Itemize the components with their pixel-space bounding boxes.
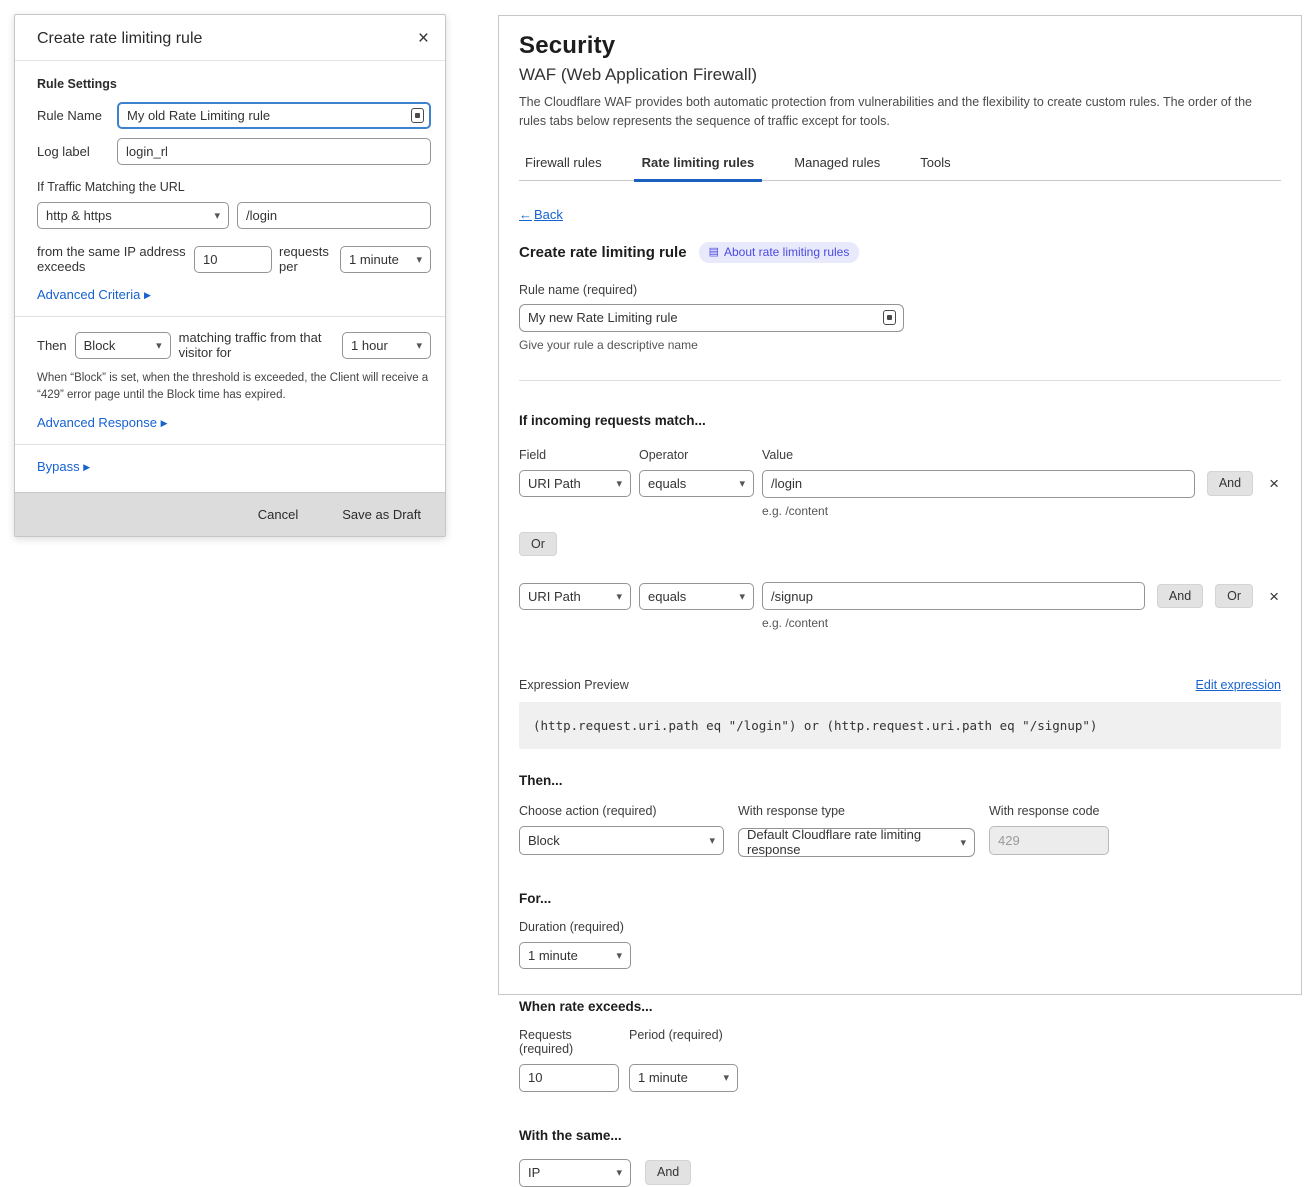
- field-select[interactable]: URI Path ▾: [519, 470, 631, 497]
- operator-label: Operator: [639, 447, 689, 462]
- chevron-down-icon: ▾: [416, 253, 422, 266]
- value-hint: e.g. /content: [762, 616, 829, 630]
- rule-name-label: Rule name (required): [519, 282, 638, 297]
- action-select[interactable]: [75, 332, 171, 359]
- match-heading: If incoming requests match...: [519, 412, 706, 428]
- dialog-title: Create rate limiting rule: [37, 29, 203, 47]
- per-text: requests per: [278, 244, 329, 274]
- threshold-row: [37, 244, 431, 274]
- chevron-down-icon: ▾: [739, 590, 745, 603]
- remove-condition-icon[interactable]: ×: [1269, 474, 1279, 493]
- period-select-value: 1 minute: [349, 251, 399, 267]
- chevron-down-icon: ▾: [739, 478, 745, 490]
- response-code-label: With response code: [989, 804, 1100, 818]
- close-icon[interactable]: ×: [417, 28, 429, 49]
- operator-select[interactable]: equals ▾: [639, 583, 754, 610]
- and-button[interactable]: And: [1207, 471, 1253, 496]
- url-match-row: [37, 202, 431, 229]
- page-subtitle: WAF (Web Application Firewall): [519, 65, 758, 84]
- value-input[interactable]: [762, 582, 1145, 610]
- remove-condition-icon[interactable]: ×: [1269, 586, 1279, 606]
- edit-expression-link[interactable]: Edit expression: [1195, 678, 1281, 692]
- back-arrow-icon: ←: [519, 206, 532, 222]
- create-rule-heading: Create rate limiting rule: [519, 243, 687, 261]
- action-select-value: Block: [83, 337, 116, 353]
- rule-name-input[interactable]: [519, 304, 904, 332]
- duration-select[interactable]: 1 minute ▾: [519, 942, 631, 969]
- block-note: When “Block” is set, when the threshold is exceeded, the Client will receive a “429” error page until the Block time has expired.: [37, 372, 429, 401]
- chevron-down-icon: ▾: [616, 478, 622, 490]
- then-section: [15, 316, 445, 444]
- duration-label: Duration (required): [519, 919, 624, 934]
- security-waf-panel: [498, 15, 1302, 1180]
- exceeds-text: from the same IP address exceeds: [37, 244, 186, 274]
- response-type-label: With response type: [738, 804, 845, 818]
- page-description: The Cloudflare WAF provides both automatic protection from vulnerabilities and the flexibility to create custom rules. The order of the rules tabs below represents the sequence of traffic except for tools.: [519, 95, 1252, 128]
- tab-managed-rules[interactable]: Managed rules: [794, 154, 881, 170]
- and-button[interactable]: And: [1157, 584, 1203, 609]
- rule-name-input[interactable]: [117, 102, 431, 129]
- dialog-footer: [15, 492, 445, 536]
- cancel-button[interactable]: Cancel: [257, 507, 299, 523]
- matching-text: matching traffic from that visitor for: [178, 330, 322, 360]
- save-as-draft-button[interactable]: Save as Draft: [342, 507, 421, 523]
- field-select[interactable]: URI Path ▾: [519, 583, 631, 610]
- autofill-icon[interactable]: [883, 310, 896, 325]
- advanced-criteria-link[interactable]: Advanced Criteria ▶: [37, 287, 151, 302]
- rule-settings-heading: Rule Settings: [37, 77, 117, 91]
- chevron-down-icon: ▾: [214, 210, 220, 222]
- autofill-icon[interactable]: [411, 108, 424, 123]
- advanced-response-link[interactable]: Advanced Response ▶: [37, 415, 168, 431]
- expression-preview: (http.request.uri.path eq "/login") or (http.request.uri.path eq "/signup"): [519, 702, 1281, 749]
- chevron-down-icon: ▾: [960, 836, 966, 849]
- caret-right-icon: ▶: [160, 418, 168, 429]
- doc-icon: ▤: [708, 246, 719, 258]
- response-type-select[interactable]: Default Cloudflare rate limiting response ▾: [738, 828, 975, 857]
- rule-name-label: Rule Name: [37, 108, 103, 123]
- dialog-header: [15, 15, 445, 61]
- caret-right-icon: ▶: [83, 462, 91, 473]
- operator-select[interactable]: equals ▾: [639, 470, 754, 497]
- characteristic-select[interactable]: IP ▾: [519, 1159, 631, 1187]
- then-row: [37, 330, 431, 360]
- or-button[interactable]: Or: [1215, 584, 1253, 609]
- value-label: Value: [762, 447, 794, 462]
- then-text: Then: [37, 337, 67, 353]
- chevron-down-icon: ▾: [616, 1167, 622, 1179]
- requests-input[interactable]: [519, 1064, 619, 1092]
- about-rate-limiting-rules-link[interactable]: ▤ About rate limiting rules: [699, 242, 860, 263]
- chevron-down-icon: ▾: [616, 590, 622, 603]
- same-heading: With the same...: [519, 1127, 622, 1143]
- condition-row: [519, 470, 1281, 498]
- for-heading: For...: [519, 890, 552, 906]
- or-button[interactable]: Or: [519, 532, 557, 557]
- log-label-label: Log label: [37, 144, 90, 159]
- ban-duration-select[interactable]: [342, 332, 431, 359]
- tab-tools[interactable]: Tools: [920, 154, 951, 170]
- choose-action-label: Choose action (required): [519, 804, 657, 818]
- requests-label: Requests (required): [519, 1027, 574, 1056]
- rule-name-help: Give your rule a descriptive name: [519, 337, 698, 352]
- url-input[interactable]: [237, 202, 431, 229]
- chevron-down-icon: ▾: [416, 339, 422, 352]
- period-label: Period (required): [629, 1027, 723, 1042]
- chevron-down-icon: ▾: [723, 1072, 729, 1084]
- requests-input[interactable]: [194, 246, 272, 273]
- condition-column-labels: [519, 448, 1281, 462]
- caret-right-icon: ▶: [143, 290, 151, 300]
- divider: [519, 380, 1281, 381]
- log-label-input[interactable]: [117, 138, 431, 165]
- tab-firewall-rules[interactable]: Firewall rules: [525, 154, 602, 170]
- response-code-input: [989, 826, 1109, 855]
- condition-row: [519, 582, 1281, 610]
- and-button[interactable]: And: [645, 1160, 691, 1185]
- bypass-link[interactable]: Bypass ▶: [37, 459, 91, 475]
- rule-name-row: [37, 102, 431, 129]
- chevron-down-icon: ▾: [616, 949, 622, 962]
- scheme-select-value: http & https: [46, 208, 112, 223]
- period-select[interactable]: 1 minute ▾: [629, 1064, 738, 1092]
- chevron-down-icon: ▾: [156, 339, 162, 352]
- log-label-row: [37, 138, 431, 165]
- then-heading: Then...: [519, 773, 563, 788]
- create-rate-limiting-rule-dialog: [14, 14, 446, 537]
- value-input[interactable]: [762, 470, 1195, 498]
- page-title: Security: [519, 32, 616, 59]
- field-label: Field: [519, 447, 547, 462]
- tab-rate-limiting-rules[interactable]: Rate limiting rules: [640, 147, 757, 180]
- period-select[interactable]: [340, 246, 431, 273]
- traffic-match-label: If Traffic Matching the URL: [37, 180, 185, 194]
- bypass-section: [15, 444, 445, 492]
- rate-heading: When rate exceeds...: [519, 998, 653, 1014]
- rule-settings-section: [15, 61, 445, 316]
- action-select[interactable]: Block ▾: [519, 826, 724, 855]
- expression-preview-label: Expression Preview: [519, 678, 629, 692]
- waf-tabs: [519, 147, 1281, 181]
- chevron-down-icon: ▾: [709, 835, 715, 847]
- ban-duration-value: 1 hour: [351, 337, 388, 353]
- back-link[interactable]: ← Back: [519, 206, 563, 222]
- value-hint: e.g. /content: [762, 503, 829, 518]
- scheme-select[interactable]: [37, 202, 229, 229]
